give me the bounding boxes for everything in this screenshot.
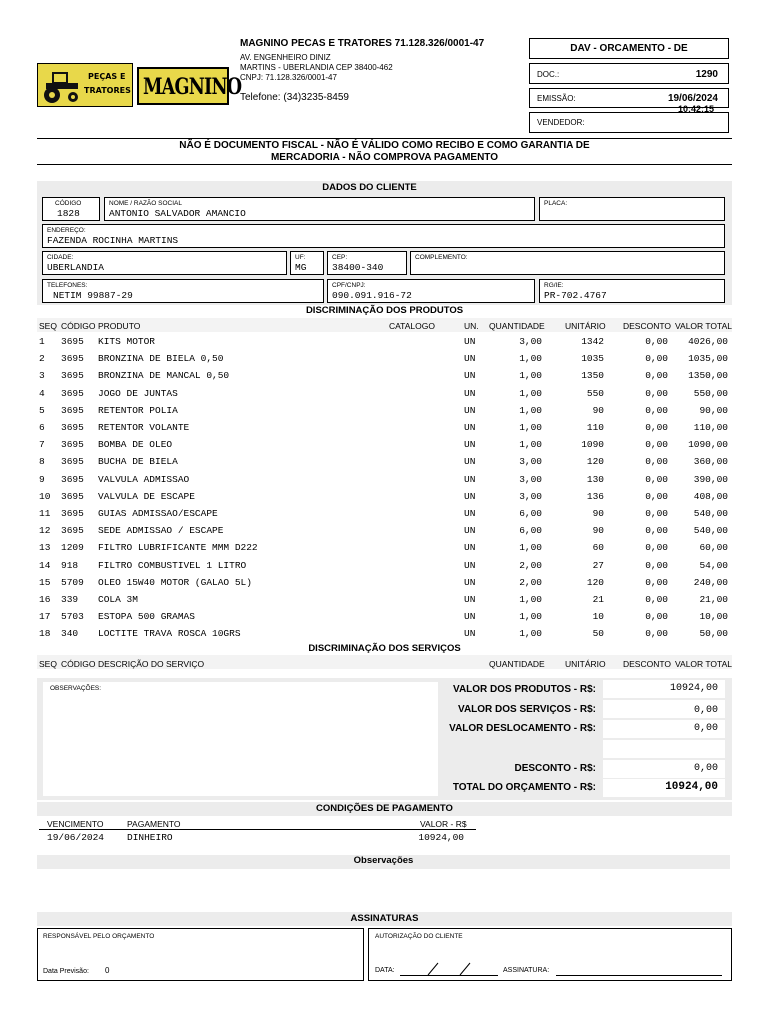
row-total: 390,00 bbox=[693, 473, 728, 485]
cpf-box bbox=[327, 279, 535, 303]
row-seq: 8 bbox=[39, 456, 45, 468]
cpf-label: CPF/CNPJ: bbox=[332, 282, 366, 289]
row-codigo: 340 bbox=[61, 628, 79, 640]
row-produto: BRONZINA DE MANCAL 0,50 bbox=[98, 370, 230, 382]
nome-box bbox=[104, 197, 535, 221]
row-produto: COLA 3M bbox=[98, 594, 138, 605]
placa-label: PLACA: bbox=[544, 200, 568, 207]
row-codigo: 3695 bbox=[61, 525, 84, 537]
products-header-produto: PRODUTO bbox=[98, 321, 141, 331]
row-unitario: 550 bbox=[586, 387, 604, 399]
rg-box bbox=[539, 279, 725, 303]
codigo-value: 1828 bbox=[57, 208, 80, 219]
row-produto: BUCHA DE BIELA bbox=[98, 456, 178, 468]
company-name: MAGNINO PECAS E TRATORES 71.128.326/0001-47 bbox=[240, 38, 485, 49]
company-address2: MARTINS - UBERLANDIA CEP 38400-462 bbox=[240, 63, 393, 72]
servicos-value: 0,00 bbox=[693, 705, 718, 716]
row-produto: ESTOPA 500 GRAMAS bbox=[98, 611, 195, 623]
row-seq: 5 bbox=[39, 404, 45, 416]
endereco-value: FAZENDA ROCINHA MARTINS bbox=[47, 235, 179, 246]
row-unitario: 90 bbox=[592, 525, 604, 537]
row-total: 1350,00 bbox=[688, 370, 728, 382]
row-codigo: 3695 bbox=[61, 490, 84, 502]
row-unitario: 1350 bbox=[581, 370, 604, 382]
row-un: UN bbox=[464, 473, 476, 485]
row-total: 60,00 bbox=[699, 542, 728, 554]
desconto-label: DESCONTO - R$: bbox=[514, 763, 596, 774]
row-codigo: 3695 bbox=[61, 508, 84, 519]
logo-text-tratores: TRATORES bbox=[84, 86, 131, 95]
row-quantidade: 1,00 bbox=[519, 422, 542, 433]
cep-label: CEP: bbox=[332, 254, 348, 261]
table-row bbox=[38, 505, 732, 522]
produtos-value: 10924,00 bbox=[669, 683, 718, 694]
row-desconto: 0,00 bbox=[645, 559, 668, 571]
row-total: 4026,00 bbox=[688, 336, 728, 347]
products-header-quantidade: QUANTIDADE bbox=[489, 321, 545, 331]
row-seq: 16 bbox=[39, 594, 51, 605]
row-total: 1035,00 bbox=[688, 353, 728, 365]
doc-number-box bbox=[529, 63, 729, 84]
cidade-value: UBERLANDIA bbox=[47, 262, 105, 273]
deslocamento-value: 0,00 bbox=[693, 723, 718, 734]
company-address1: AV. ENGENHEIRO DINIZ bbox=[240, 53, 331, 62]
row-produto: VALVULA DE ESCAPE bbox=[98, 490, 195, 502]
brand-name: MAGNINO bbox=[143, 74, 242, 100]
payment-section-title: CONDIÇÕES DE PAGAMENTO bbox=[316, 803, 453, 814]
responsavel-box bbox=[37, 928, 364, 981]
autorizacao-label: AUTORIZAÇÃO DO CLIENTE bbox=[375, 933, 463, 940]
row-desconto: 0,00 bbox=[645, 456, 668, 468]
assinatura-label: ASSINATURA: bbox=[503, 967, 550, 974]
vendedor-label: VENDEDOR: bbox=[537, 118, 585, 127]
row-seq: 12 bbox=[39, 525, 51, 537]
placa-box bbox=[539, 197, 725, 221]
complemento-label: COMPLEMENTO: bbox=[415, 254, 468, 261]
row-un: UN bbox=[464, 439, 476, 451]
row-codigo: 1209 bbox=[61, 542, 84, 554]
row-desconto: 0,00 bbox=[645, 422, 668, 433]
row-desconto: 0,00 bbox=[645, 404, 668, 416]
row-produto: RETENTOR POLIA bbox=[98, 404, 178, 416]
row-produto: JOGO DE JUNTAS bbox=[98, 387, 178, 399]
servicos-label: VALOR DOS SERVIÇOS - R$: bbox=[458, 704, 596, 715]
cep-value: 38400-340 bbox=[332, 262, 384, 273]
row-desconto: 0,00 bbox=[645, 542, 668, 554]
row-desconto: 0,00 bbox=[645, 439, 668, 451]
emissao-box bbox=[529, 88, 729, 114]
row-seq: 2 bbox=[39, 353, 45, 365]
row-un: UN bbox=[464, 525, 476, 537]
row-quantidade: 1,00 bbox=[519, 542, 542, 554]
row-produto: GUIAS ADMISSAO/ESCAPE bbox=[98, 508, 218, 519]
row-total: 54,00 bbox=[699, 559, 728, 571]
table-row bbox=[38, 419, 732, 436]
row-un: UN bbox=[464, 628, 476, 640]
table-row bbox=[38, 591, 732, 608]
row-quantidade: 1,00 bbox=[519, 387, 542, 399]
row-unitario: 136 bbox=[586, 490, 604, 502]
row-desconto: 0,00 bbox=[645, 473, 668, 485]
data-previsao-value: 0 bbox=[105, 966, 110, 975]
products-header-desconto: DESCONTO bbox=[623, 321, 672, 331]
client-section-title: DADOS DO CLIENTE bbox=[322, 182, 417, 193]
brand-badge bbox=[137, 67, 242, 105]
table-row bbox=[38, 539, 732, 556]
services-header-descricao: DESCRIÇÃO DO SERVIÇO bbox=[98, 659, 205, 669]
table-row bbox=[38, 453, 732, 470]
row-codigo: 5703 bbox=[61, 611, 84, 623]
row-desconto: 0,00 bbox=[645, 594, 668, 605]
row-un: UN bbox=[464, 422, 476, 433]
table-row bbox=[38, 385, 732, 402]
row-unitario: 21 bbox=[592, 594, 604, 605]
row-seq: 9 bbox=[39, 473, 45, 485]
desconto-value: 0,00 bbox=[693, 763, 718, 774]
row-produto: OLEO 15W40 MOTOR (GALAO 5L) bbox=[98, 576, 252, 588]
table-row bbox=[38, 367, 732, 384]
table-row bbox=[38, 488, 732, 505]
notice-line2: MERCADORIA - NÃO COMPROVA PAGAMENTO bbox=[270, 152, 499, 163]
codigo-box bbox=[42, 197, 100, 221]
notice-line1: NÃO É DOCUMENTO FISCAL - NÃO É VÁLIDO COMO RECIBO E COMO GARANTIA DE bbox=[179, 140, 590, 151]
table-row bbox=[38, 333, 732, 350]
endereco-label: ENDEREÇO: bbox=[47, 227, 86, 234]
row-desconto: 0,00 bbox=[645, 525, 668, 537]
row-seq: 14 bbox=[39, 559, 51, 571]
date-slashes bbox=[424, 962, 474, 976]
services-header-quantidade: QUANTIDADE bbox=[489, 659, 545, 669]
complemento-box bbox=[410, 251, 725, 275]
row-seq: 13 bbox=[39, 542, 51, 554]
payment-valor: 10924,00 bbox=[418, 832, 464, 843]
row-total: 540,00 bbox=[693, 508, 728, 519]
row-total: 110,00 bbox=[693, 422, 728, 433]
company-phone: Telefone: (34)3235-8459 bbox=[240, 92, 349, 103]
products-section-title: DISCRIMINAÇÃO DOS PRODUTOS bbox=[305, 305, 464, 316]
products-header-total: VALOR TOTAL bbox=[675, 321, 733, 331]
row-un: UN bbox=[464, 404, 476, 416]
row-codigo: 3695 bbox=[61, 422, 84, 433]
deslocamento-label: VALOR DESLOCAMENTO - R$: bbox=[449, 723, 596, 734]
observacoes-box bbox=[43, 682, 438, 796]
products-header-seq: SEQ bbox=[39, 321, 57, 331]
emissao-time: 10:42:15 bbox=[677, 104, 714, 114]
blank-value-box bbox=[603, 740, 725, 758]
payment-header-vencimento: VENCIMENTO bbox=[47, 819, 104, 829]
doc-label: DOC.: bbox=[537, 70, 560, 79]
telefones-box bbox=[42, 279, 324, 303]
row-un: UN bbox=[464, 576, 476, 588]
row-total: 10,00 bbox=[699, 611, 728, 623]
logo-text-pecas: PEÇAS E bbox=[88, 72, 126, 81]
row-total: 50,00 bbox=[699, 628, 728, 640]
table-row bbox=[38, 608, 732, 625]
table-row bbox=[38, 557, 732, 574]
table-row bbox=[38, 625, 732, 642]
row-unitario: 1342 bbox=[581, 336, 604, 347]
row-unitario: 120 bbox=[586, 576, 604, 588]
row-unitario: 50 bbox=[592, 628, 604, 640]
row-desconto: 0,00 bbox=[645, 336, 668, 347]
row-quantidade: 3,00 bbox=[519, 456, 542, 468]
row-codigo: 3695 bbox=[61, 387, 84, 399]
row-unitario: 90 bbox=[592, 508, 604, 519]
doc-title: DAV - ORCAMENTO - DE bbox=[570, 43, 688, 54]
nome-value: ANTONIO SALVADOR AMANCIO bbox=[109, 208, 246, 219]
row-total: 21,00 bbox=[699, 594, 728, 605]
uf-value: MG bbox=[295, 262, 307, 273]
row-total: 240,00 bbox=[693, 576, 728, 588]
row-seq: 3 bbox=[39, 370, 45, 382]
payment-pagamento: DINHEIRO bbox=[127, 832, 173, 843]
autorizacao-box bbox=[368, 928, 732, 981]
services-header-desconto: DESCONTO bbox=[623, 659, 672, 669]
notice-top-line bbox=[37, 138, 732, 139]
row-seq: 4 bbox=[39, 387, 45, 399]
row-un: UN bbox=[464, 353, 476, 365]
row-quantidade: 1,00 bbox=[519, 404, 542, 416]
row-seq: 17 bbox=[39, 611, 51, 623]
total-value: 10924,00 bbox=[665, 781, 718, 793]
row-codigo: 3695 bbox=[61, 456, 84, 468]
signatures-title: ASSINATURAS bbox=[350, 913, 419, 924]
row-produto: FILTRO LUBRIFICANTE MMM D222 bbox=[98, 542, 258, 554]
row-un: UN bbox=[464, 370, 476, 382]
row-unitario: 10 bbox=[592, 611, 604, 623]
table-row bbox=[38, 574, 732, 591]
row-quantidade: 1,00 bbox=[519, 628, 542, 640]
row-un: UN bbox=[464, 336, 476, 347]
row-unitario: 130 bbox=[586, 473, 604, 485]
services-header-seq: SEQ bbox=[39, 659, 57, 669]
row-quantidade: 1,00 bbox=[519, 611, 542, 623]
cep-box bbox=[327, 251, 407, 275]
row-un: UN bbox=[464, 559, 476, 571]
row-produto: FILTRO COMBUSTIVEL 1 LITRO bbox=[98, 559, 247, 571]
row-unitario: 90 bbox=[592, 404, 604, 416]
table-row bbox=[38, 471, 732, 488]
products-header-un: UN. bbox=[464, 321, 479, 331]
table-row bbox=[38, 522, 732, 539]
row-desconto: 0,00 bbox=[645, 387, 668, 399]
row-desconto: 0,00 bbox=[645, 508, 668, 519]
rg-label: RG/IE: bbox=[544, 282, 564, 289]
nome-label: NOME / RAZÃO SOCIAL bbox=[109, 200, 182, 207]
row-desconto: 0,00 bbox=[645, 628, 668, 640]
row-unitario: 1035 bbox=[581, 353, 604, 365]
row-seq: 7 bbox=[39, 439, 45, 451]
row-quantidade: 1,00 bbox=[519, 594, 542, 605]
row-codigo: 918 bbox=[61, 559, 79, 571]
services-section-title: DISCRIMINAÇÃO DOS SERVIÇOS bbox=[308, 643, 461, 654]
row-total: 408,00 bbox=[693, 490, 728, 502]
doc-number: 1290 bbox=[695, 69, 718, 80]
row-total: 1090,00 bbox=[688, 439, 728, 451]
row-seq: 6 bbox=[39, 422, 45, 433]
tractor-badge bbox=[37, 63, 133, 107]
row-unitario: 60 bbox=[592, 542, 604, 554]
cpf-value: 090.091.916-72 bbox=[332, 290, 412, 301]
row-codigo: 3695 bbox=[61, 473, 84, 485]
row-produto: SEDE ADMISSAO / ESCAPE bbox=[98, 525, 224, 537]
row-unitario: 120 bbox=[586, 456, 604, 468]
row-produto: VALVULA ADMISSAO bbox=[98, 473, 190, 485]
row-un: UN bbox=[464, 508, 476, 519]
payment-header-pagamento: PAGAMENTO bbox=[127, 819, 181, 829]
row-quantidade: 3,00 bbox=[519, 336, 542, 347]
data-previsao-label: Data Previsão: bbox=[43, 968, 89, 975]
endereco-box bbox=[42, 224, 725, 248]
uf-box bbox=[290, 251, 324, 275]
services-header-total: VALOR TOTAL bbox=[675, 659, 733, 669]
row-un: UN bbox=[464, 490, 476, 502]
row-codigo: 339 bbox=[61, 594, 79, 605]
notice-bottom-line bbox=[37, 164, 732, 165]
payment-header-valor: VALOR - R$ bbox=[420, 819, 467, 829]
responsavel-label: RESPONSÁVEL PELO ORÇAMENTO bbox=[43, 933, 155, 940]
row-desconto: 0,00 bbox=[645, 611, 668, 623]
products-header-unitario: UNITÁRIO bbox=[565, 321, 606, 331]
table-row bbox=[38, 402, 732, 419]
emissao-label: EMISSÃO: bbox=[537, 94, 576, 103]
row-total: 360,00 bbox=[693, 456, 728, 468]
services-header-unitario: UNITÁRIO bbox=[565, 659, 606, 669]
row-codigo: 3695 bbox=[61, 404, 84, 416]
total-label: TOTAL DO ORÇAMENTO - R$: bbox=[452, 782, 596, 793]
row-produto: LOCTITE TRAVA ROSCA 10GRS bbox=[98, 628, 241, 640]
row-desconto: 0,00 bbox=[645, 353, 668, 365]
row-un: UN bbox=[464, 611, 476, 623]
row-quantidade: 1,00 bbox=[519, 439, 542, 451]
row-seq: 18 bbox=[39, 628, 51, 640]
table-row bbox=[38, 436, 732, 453]
row-un: UN bbox=[464, 456, 476, 468]
row-desconto: 0,00 bbox=[645, 576, 668, 588]
row-codigo: 3695 bbox=[61, 439, 84, 451]
row-codigo: 5709 bbox=[61, 576, 84, 588]
row-unitario: 1090 bbox=[581, 439, 604, 451]
doc-title-box bbox=[529, 38, 729, 59]
rg-value: PR-702.4767 bbox=[544, 290, 607, 301]
row-produto: RETENTOR VOLANTE bbox=[98, 422, 190, 433]
company-logo bbox=[37, 63, 242, 107]
row-codigo: 3695 bbox=[61, 336, 84, 347]
company-cnpj: CNPJ: 71.128.326/0001-47 bbox=[240, 73, 337, 82]
row-desconto: 0,00 bbox=[645, 370, 668, 382]
row-total: 540,00 bbox=[693, 525, 728, 537]
row-quantidade: 3,00 bbox=[519, 490, 542, 502]
row-quantidade: 2,00 bbox=[519, 559, 542, 571]
vendedor-box bbox=[529, 112, 729, 133]
cidade-box bbox=[42, 251, 287, 275]
row-quantidade: 1,00 bbox=[519, 353, 542, 365]
row-seq: 10 bbox=[39, 490, 51, 502]
row-quantidade: 2,00 bbox=[519, 576, 542, 588]
row-un: UN bbox=[464, 387, 476, 399]
observacoes-title: Observações bbox=[353, 855, 414, 866]
uf-label: UF: bbox=[295, 254, 306, 261]
row-quantidade: 6,00 bbox=[519, 525, 542, 537]
row-seq: 15 bbox=[39, 576, 51, 588]
tractor-icon bbox=[42, 68, 82, 104]
row-un: UN bbox=[464, 594, 476, 605]
emissao-date: 19/06/2024 bbox=[667, 93, 718, 104]
row-seq: 1 bbox=[39, 336, 45, 347]
row-seq: 11 bbox=[39, 508, 51, 519]
produtos-label: VALOR DOS PRODUTOS - R$: bbox=[453, 684, 596, 695]
products-header-catalogo: CATALOGO bbox=[389, 321, 435, 331]
row-produto: BRONZINA DE BIELA 0,50 bbox=[98, 353, 224, 365]
row-unitario: 110 bbox=[586, 422, 604, 433]
row-quantidade: 1,00 bbox=[519, 370, 542, 382]
observacoes-label: OBSERVAÇÕES: bbox=[50, 685, 102, 692]
row-un: UN bbox=[464, 542, 476, 554]
payment-header-line bbox=[39, 829, 476, 830]
products-header-codigo: CÓDIGO bbox=[61, 321, 96, 331]
telefones-label: TELEFONES: bbox=[47, 282, 88, 289]
telefones-value: NETIM 99887-29 bbox=[53, 290, 133, 301]
row-quantidade: 3,00 bbox=[519, 473, 542, 485]
payment-vencimento: 19/06/2024 bbox=[47, 832, 105, 843]
row-total: 550,00 bbox=[693, 387, 728, 399]
row-produto: KITS MOTOR bbox=[98, 336, 156, 347]
row-total: 90,00 bbox=[699, 404, 728, 416]
data-label: DATA: bbox=[375, 967, 395, 974]
table-row bbox=[38, 350, 732, 367]
row-codigo: 3695 bbox=[61, 370, 84, 382]
row-quantidade: 6,00 bbox=[519, 508, 542, 519]
row-codigo: 3695 bbox=[61, 353, 84, 365]
row-desconto: 0,00 bbox=[645, 490, 668, 502]
row-produto: BOMBA DE OLEO bbox=[98, 439, 173, 451]
row-unitario: 27 bbox=[592, 559, 604, 571]
codigo-label: CÓDIGO bbox=[55, 200, 82, 207]
cidade-label: CIDADE: bbox=[47, 254, 74, 261]
assinatura-line bbox=[556, 975, 722, 976]
services-header-codigo: CÓDIGO bbox=[61, 659, 96, 669]
